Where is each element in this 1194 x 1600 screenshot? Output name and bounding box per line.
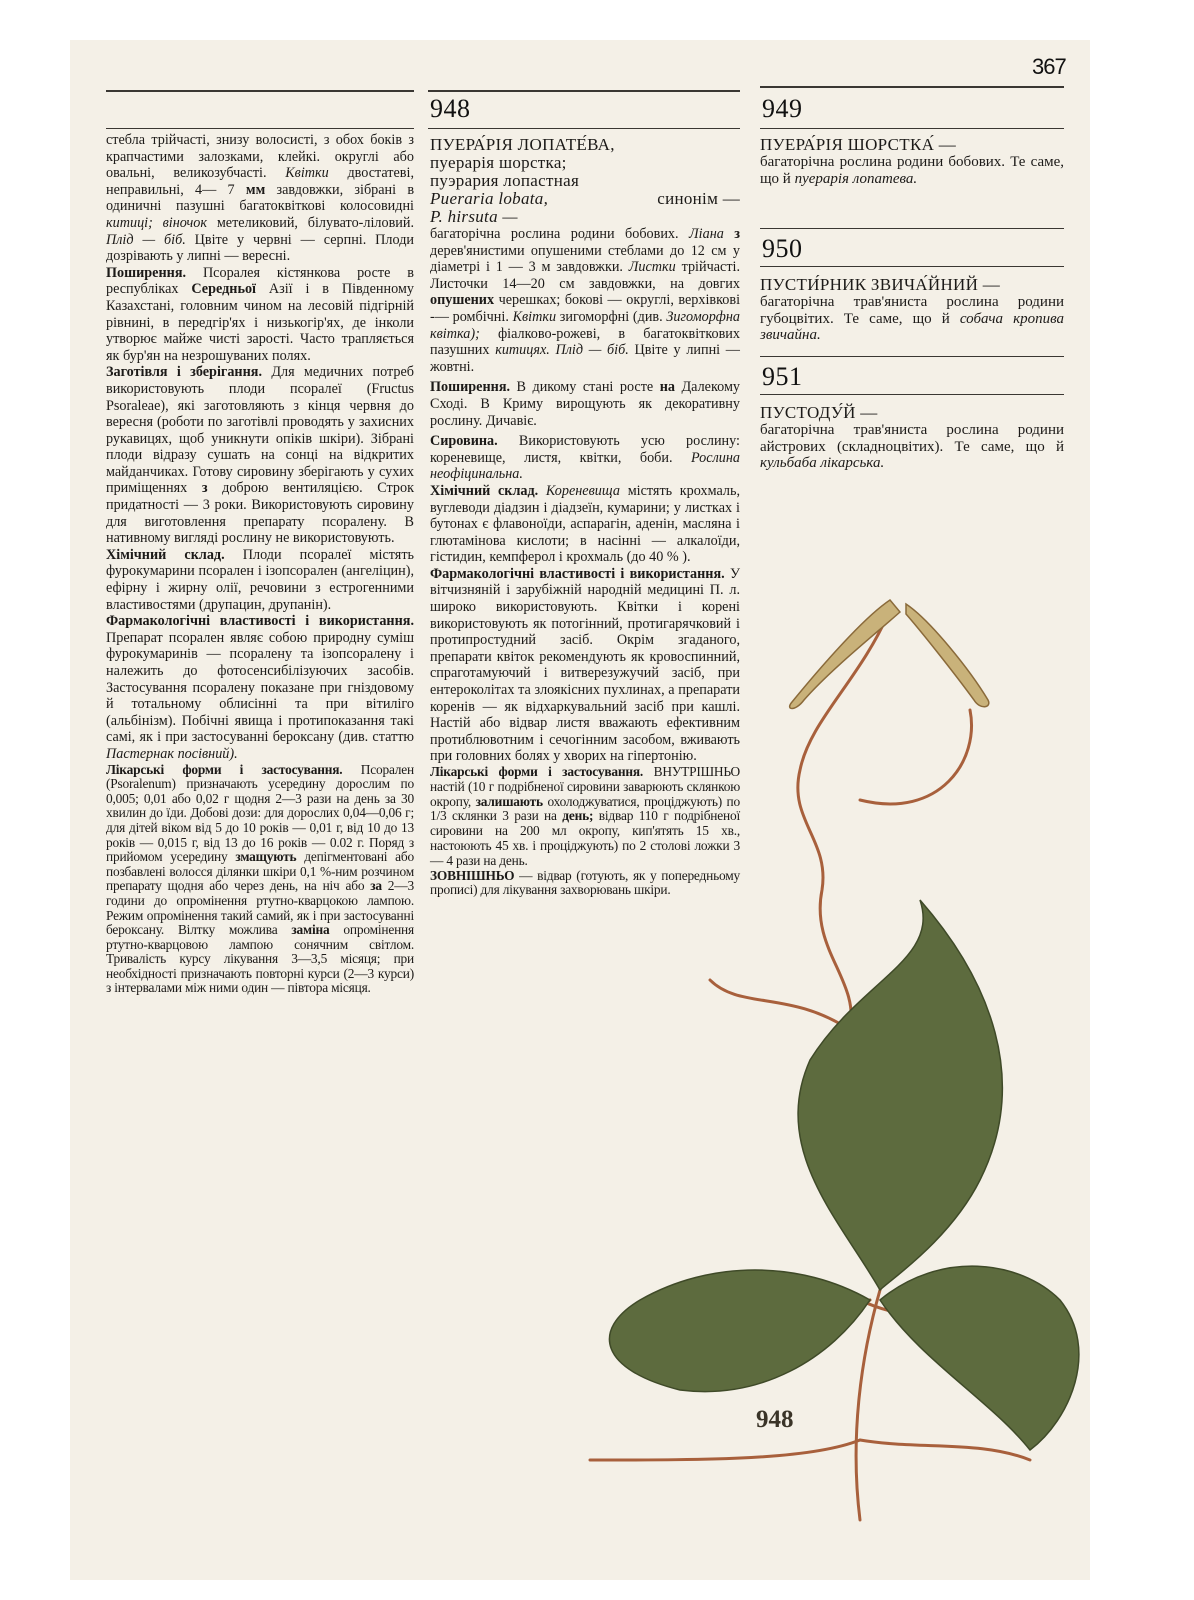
section-950-top-rule <box>760 228 1064 229</box>
paragraph-chemical-composition: Хімічний склад. Кореневища містять крохмаль, вуглеводи діадзин і діадзеїн, кумарини; у листках і бутонах є флавоноїди, аспарагін, аденін, масляна і глютамінова кислоти; в насінні — алкалоїди, гістидин, кемпферол і крохмаль (до 40 % ). <box>430 482 741 566</box>
paragraph-distribution: Поширення. Псоралея кістянкова росте в республіках Середньої Азії і в Південному Казахстані, головним чином на лесовій підгірній рівнині, в передгір'ях і низькогір'ях, де інколи утворює майже чисті зарості. Часто трапляється як бур'ян на незрошуваних полях. <box>106 264 415 364</box>
entry-948-heading: ПУЕРА́РІЯ ЛОПАТЕ́ВА, пуерарія шорстка; пуэрария лопастная Pueraria lobata, синонім — P. hirsuta — <box>430 135 740 226</box>
section-951-rule <box>760 394 1064 395</box>
column3-top-rule <box>760 86 1064 88</box>
section-number-951: 951 <box>762 362 803 391</box>
paragraph-description: багаторічна рослина родини бобових. Ліана з дерев'янистими опушеними стеблами до 12 см у діаметрі і 1 — 3 м завдовжки. Листки трійчасті. Листочки 14—20 см завдовжки, на довгих опушених черешках; бокові — округлі, верхівкові -— ромбічні. Квітки зигоморфні (див. Зигоморфна квітка); фіалково-рожеві, в багатоквіткових пазушних китицях. Плід — біб. Цвіте у липні — жовтні. <box>430 226 741 375</box>
paragraph-external-use: ЗОВНІШНЬО — відвар (готують, як у попередньому прописі) для лікування захворювань шкіри. <box>430 867 740 898</box>
page-number: 367 <box>1032 54 1066 79</box>
paragraph-pharmacology: Фармакологічні властивості і використання. У вітчизняній і зарубіжній народній медицині П. л. широко використовують. Квітки і корені використовують як потогінний, протигарячковий і протипростудний засіб. Окрім згаданого, препарати квіток рекомендують як кровоспинний, спраготамуючий і витверезужучий засіб, при ентероколітах та злоякісних пухлинах, а препарати коренів — як відхаркувальний засіб при кашлі. Настій або відвар листя вважають ефективним протиблювотним і сечогінним засобом, вживають при головних болях у хворих на гіпертонію. <box>430 565 741 765</box>
section-948-rule <box>428 128 740 129</box>
section-number-950: 950 <box>762 234 803 263</box>
column2-top-rule <box>428 90 740 92</box>
section-949-rule <box>760 128 1064 129</box>
paragraph-dosage-forms: Лікарські форми і застосування. Псорален (Psoralenum) призначають усередину дорослим по 0,005; 0,01 або 0,02 г щодня 2—3 рази на день за 30 хвилин до їди. Добові дози: для дорослих 0,04—0,06 г; для дітей віком від 5 до 10 років — 0,01 г, від 10 до 13 років — 0,015 г, від 13 до 16 років — 0.02 г. Поряд з прийомом усередину змащують депігментовані або позбавлені волосся ділянки шкіри 0,1 %-ним розчином препарату щодня або через день, на ніч або за 2—3 години до опромінення ртутно-кварцокою лампою. Режим опромінення такий самий, як і при застосуванні бероксану. Вілтку можлива заміна опромінення ртутно-кварцовою лампою сонячним світлом. Тривалість курсу лікування 3—3,5 місяця; при необхідності призначають повторні курси (2—3 курси) з інтервалами між ними один — півтора місяця. <box>106 761 415 996</box>
entry-949-heading: ПУЕРА́РІЯ ШОРСТКА́ — <box>760 135 957 154</box>
seed-pods <box>790 600 989 709</box>
paragraph-raw-material: Сировина. Використовують усю рослину: кореневище, листя, квітки, боби. Рослина неофіцинальна. <box>430 433 740 483</box>
pueraria-illustration <box>560 560 1100 1570</box>
paragraph-harvesting: Заготівля і зберігання. Для медичних потреб використовують плоди псоралеї (Fructus Psoraleae), які заготовляють з кінця червня до вересня (роботи по заготівлі проводять у захисних рукавицях, щоб уникнути опіків шкіри). Зібрані плоди відразу сушать на сонці на відкритих майданчиках. Готову сировину зберігають у сухих приміщеннях з доброю вентиляцією. Строк придатності — 3 роки. Використовують сировину для виготовлення препарату псоралену. В нативному вигляді рослину не використовують. <box>106 364 415 547</box>
paragraph-dosage-forms: Лікарські форми і застосування. ВНУТРІШНЬО настій (10 г подрібненої сировини заварюють склянкою окропу, залишають охолоджуватися, проціджують) по 1/3 склянки 3 рази на день; відвар 110 г подрібненої сировини на 200 мл окропу, кип'ятять 15 хв., настоюють 45 хв. і проціджують) по 2 столові ложки 3— 4 рази на день. <box>430 764 740 868</box>
paragraph-chemical-composition: Хімічний склад. Плоди псоралеї містять фурокумарини псорален і ізопсорален (ангеліцин), ефірну і жирну олії, речовини з естрогенними властивостями (друпацин, друпанін). <box>106 546 414 613</box>
paragraph-pharmacology: Фармакологічні властивості і використання. Препарат псорален являє собою природну суміш фурокумаринів — псоралену та ізопсоралену і належить до фотосенсибілізуючих засобів. Застосування псоралену показане при гніздовому й тотальному облисінні та при вітиліго (альбінізм). Побічні явища і протипоказання такі самі, як і при застосуванні бероксану (див. статтю Пастернак посівний). <box>106 613 414 762</box>
entry-949: ПУЕРА́РІЯ ШОРСТКА́ — багаторічна рослина родини бобових. Те саме, що й пуерарія лопатева. <box>760 135 1064 187</box>
entry-951-heading: ПУСТОДУ́Й — <box>760 403 878 422</box>
section-951-top-rule <box>760 356 1064 357</box>
section-950-rule <box>760 266 1064 267</box>
paragraph-description: стебла трійчасті, знизу волосисті, з обох боків з крапчастими залозками, клейкі. округлі або овальні, великозубчасті. Квітки двостатеві, неправильні, 4— 7 мм завдовжки, зібрані в одиничні пазушні багатоквіткові колосовидні китиці; віночок метеликовий, білувато-ліловий. Плід — біб. Цвіте у червні — серпні. Плоди дозрівають у липні — вересні. <box>106 132 415 265</box>
column-1-text <box>106 132 414 996</box>
column1-top-rule <box>106 90 414 92</box>
section-number-948: 948 <box>430 94 471 123</box>
entry-951: ПУСТОДУ́Й — багаторічна трав'яниста рослина родини айстрових (складноцвітих). Те саме, що й кульбаба лікарська. <box>760 403 1064 471</box>
section-number-949: 949 <box>762 94 803 123</box>
paragraph-distribution: Поширення. В дикому стані росте на Далекому Сході. В Криму вирощують як декоративну рослину. Дичавіє. <box>430 379 741 429</box>
entry-950-heading: ПУСТИ́РНИК ЗВИЧА́ЙНИЙ — <box>760 275 1001 294</box>
figure-label: 948 <box>756 1406 794 1433</box>
entry-950: ПУСТИ́РНИК ЗВИЧА́ЙНИЙ — багаторічна трав'яниста рослина родини губоцвітих. Те саме, що й собача кропива звичайна. <box>760 275 1064 343</box>
column1-rule <box>106 128 414 129</box>
